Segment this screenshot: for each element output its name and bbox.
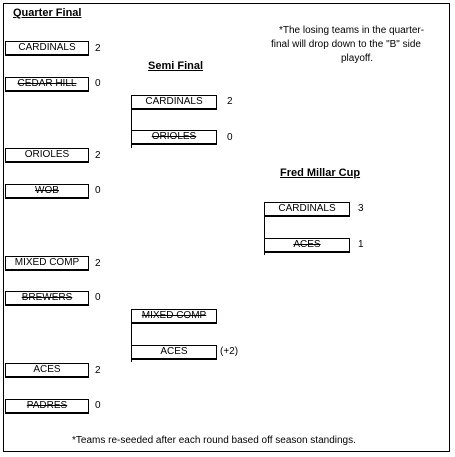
quarter-final-heading: Quarter Final	[13, 7, 82, 19]
semi-score: 2	[227, 96, 233, 107]
semi-team-box: MIXED COMP	[131, 309, 217, 324]
quarter-team-box: ORIOLES	[5, 148, 89, 163]
quarter-team-box: CEDAR HILL	[5, 77, 89, 92]
quarter-score: 0	[95, 400, 101, 411]
semi-score: (+2)	[220, 346, 239, 357]
quarter-score: 0	[95, 185, 101, 196]
matchup-connector	[3, 151, 4, 201]
semi-score: 0	[227, 132, 233, 143]
semi-team-box: CARDINALS	[131, 95, 217, 110]
quarter-team-box: PADRES	[5, 399, 89, 414]
top-note-line: playoff.	[341, 53, 374, 64]
quarter-team-box: ACES	[5, 363, 89, 378]
matchup-connector	[3, 259, 4, 309]
semi-final-heading: Semi Final	[148, 60, 204, 72]
bottom-note: *Teams re-seeded after each round based off season standings.	[72, 435, 356, 446]
final-team-box: ACES	[264, 238, 350, 253]
quarter-team-box: MIXED COMP	[5, 256, 89, 271]
quarter-score: 2	[95, 258, 101, 269]
matchup-connector	[3, 366, 4, 416]
final-heading: Fred Millar Cup	[280, 167, 361, 179]
quarter-score: 2	[95, 150, 101, 161]
final-score: 1	[358, 239, 364, 250]
top-note-line: final will drop down to the "B" side	[271, 39, 421, 50]
quarter-score: 0	[95, 292, 101, 303]
final-team-box: CARDINALS	[264, 202, 350, 217]
quarter-score: 0	[95, 78, 101, 89]
bracket-frame	[3, 3, 450, 452]
quarter-score: 2	[95, 365, 101, 376]
semi-team-box: ORIOLES	[131, 130, 217, 145]
top-note-line: *The losing teams in the quarter-	[279, 25, 425, 36]
quarter-team-box: BREWERS	[5, 291, 89, 306]
semi-team-box: ACES	[131, 345, 217, 360]
final-score: 3	[358, 203, 364, 214]
quarter-score: 2	[95, 43, 101, 54]
quarter-team-box: WOB	[5, 184, 89, 199]
quarter-team-box: CARDINALS	[5, 41, 89, 56]
matchup-connector	[3, 44, 4, 94]
